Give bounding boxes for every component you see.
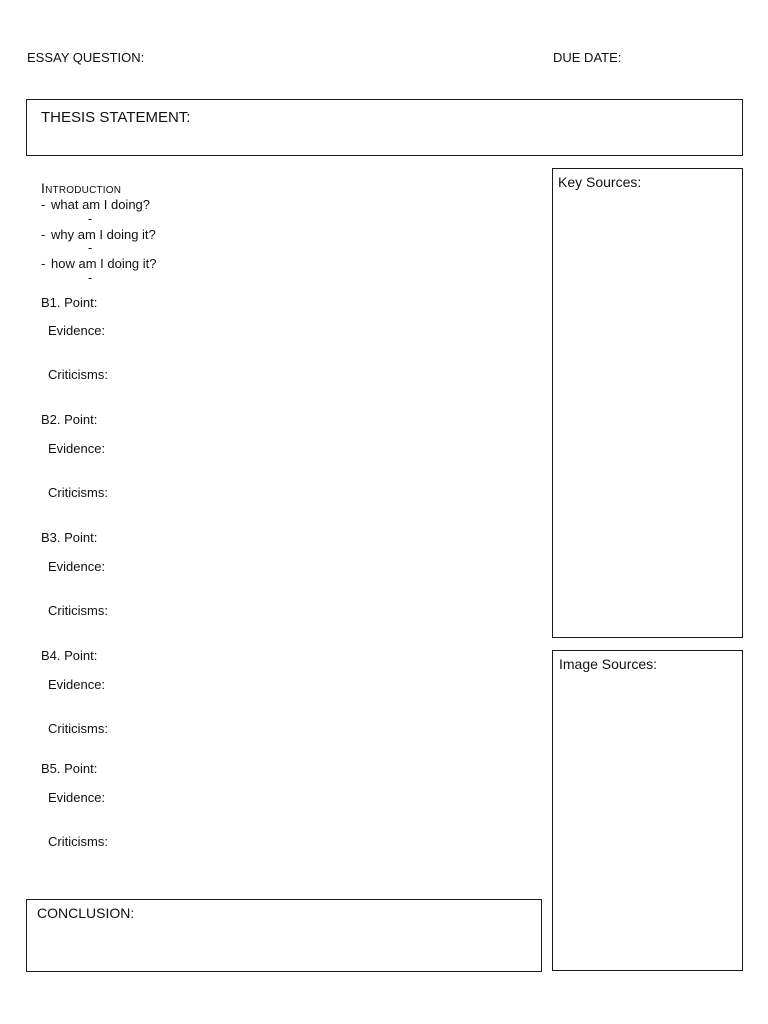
intro-bullet-what [41,197,150,212]
thesis-statement-box[interactable] [26,99,743,156]
evidence-label: Evidence: [48,790,106,805]
conclusion-box[interactable] [26,899,542,972]
essay-question-label: ESSAY QUESTION: [27,50,145,65]
criticisms-label: Criticisms: [48,603,108,618]
criticisms-label: Criticisms: [48,721,108,736]
thesis-statement-label: THESIS STATEMENT: [41,109,191,126]
image-sources-label: Image Sources: [559,656,658,672]
introduction-title: Introduction [41,180,122,196]
intro-bullet-text: how am I doing it? [51,256,157,271]
criticisms-label: Criticisms: [48,485,108,500]
intro-bullet-text: why am I doing it? [51,227,156,242]
conclusion-label: CONCLUSION: [37,905,135,921]
body-point-label: B1. Point: [41,295,98,310]
intro-sub-dash: - [88,211,93,226]
bullet-dash: - [41,227,46,242]
evidence-label: Evidence: [48,559,106,574]
criticisms-label: Criticisms: [48,367,108,382]
evidence-label: Evidence: [48,323,106,338]
body-point-label: B2. Point: [41,412,98,427]
criticisms-label: Criticisms: [48,834,108,849]
body-point-label: B3. Point: [41,530,98,545]
image-sources-box[interactable] [552,650,743,971]
intro-sub-dash: - [88,270,93,285]
bullet-dash: - [41,256,46,271]
due-date-label: DUE DATE: [553,50,622,65]
key-sources-label: Key Sources: [558,174,642,190]
bullet-dash: - [41,197,46,212]
evidence-label: Evidence: [48,441,106,456]
body-point-label: B4. Point: [41,648,98,663]
intro-bullet-how [41,256,157,271]
evidence-label: Evidence: [48,677,106,692]
key-sources-box[interactable] [552,168,743,638]
intro-bullet-why [41,227,156,242]
body-point-label: B5. Point: [41,761,98,776]
intro-sub-dash: - [88,240,93,255]
intro-bullet-text: what am I doing? [51,197,151,212]
